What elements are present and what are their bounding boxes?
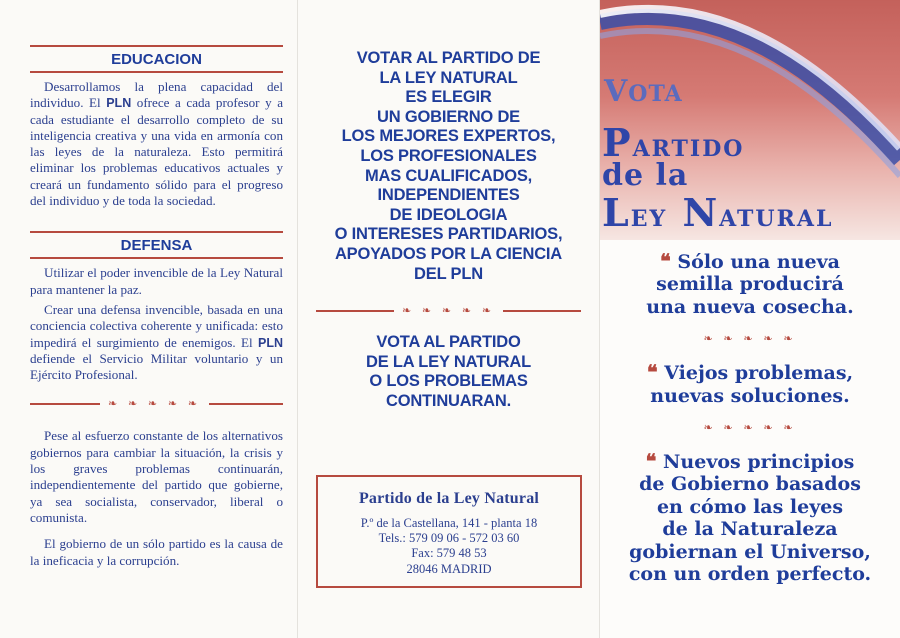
call-line: CONTINUARAN.	[385, 391, 511, 410]
address-phones: Tels.: 579 09 06 - 572 03 60	[378, 531, 520, 546]
address-city: 28046 MADRID	[406, 561, 492, 576]
defensa-title: DEFENSA	[120, 237, 193, 255]
middle-panel	[298, 0, 600, 638]
quote-text: de Gobierno basados	[639, 473, 861, 496]
quote-text: en cómo las leyes	[656, 495, 844, 518]
address-street: P.º de la Castellana, 141 - planta 18	[360, 516, 538, 530]
quote-line	[600, 541, 900, 563]
slogan-line: LOS MEJORES EXPERTOS,	[341, 127, 556, 146]
ornament: ❧ ❧ ❧ ❧ ❧	[703, 333, 797, 346]
cover-banner	[600, 0, 900, 240]
defensa-text: Utilizar el poder invencible de la Ley Natural para mantener la paz. Crear una defensa invencible, basada en una conciencia colectiva coherente y unificada: esto impedirá el surgimiento de enemigos. El PLN defiende el Servicio Militar voluntario y un Ejército Profesional.	[30, 265, 283, 383]
address-box	[316, 475, 582, 588]
quote-mark-icon: ❝	[660, 249, 671, 273]
quote-text: Nuevos principios	[663, 451, 855, 474]
quote-mark-icon: ❝	[645, 449, 657, 474]
middle-divider	[316, 304, 581, 317]
quote-line	[600, 250, 900, 273]
banner-vota: VOTA	[604, 74, 683, 109]
slogan-line: DE IDEOLOGIA	[389, 205, 508, 224]
educacion-title: EDUCACION	[111, 51, 202, 68]
banner-partido: PARTIDO	[602, 120, 745, 165]
main-slogan	[298, 49, 599, 284]
ornament: ❧ ❧ ❧ ❧ ❧	[108, 398, 202, 411]
quotes-list	[600, 250, 900, 585]
left-divider	[30, 397, 283, 410]
quote-text: Sólo una nueva	[677, 251, 840, 273]
slogan-line: APOYADOS POR LA CIENCIA	[334, 244, 563, 263]
slogan-line: INDEPENDIENTES	[377, 186, 520, 205]
quote-block	[600, 361, 900, 407]
party-name: Partido de la Ley Natural	[358, 490, 540, 507]
quote-text: semilla producirá	[656, 273, 844, 296]
quote-text: de la Naturaleza	[662, 518, 838, 541]
quote-text: una nueva cosecha.	[646, 295, 854, 318]
educacion-heading	[30, 45, 283, 73]
banner-de-la: de la	[602, 158, 689, 193]
slogan-line: LA LEY NATURAL	[379, 68, 518, 87]
quote-line	[600, 273, 900, 295]
quote-line	[600, 296, 900, 318]
closing-text: Pese al esfuerzo constante de los alternativos gobiernos para cambiar la situación, la crisis y los graves problemas continuarán, independientemente del partido que gobierne, ya sea socialista, conservador, liberal o comunista. El gobierno de un sólo partido es la causa de la ineficacia y la corrupción.	[30, 428, 283, 568]
call-to-action	[298, 333, 599, 411]
quote-text: con un orden perfecto.	[628, 563, 872, 586]
quote-line	[600, 385, 900, 407]
quote-text: gobiernan el Universo,	[629, 540, 871, 563]
defensa-heading	[30, 231, 283, 259]
ornament: ❧ ❧ ❧ ❧ ❧	[401, 305, 496, 318]
address-fax: Fax: 579 48 53	[411, 546, 487, 561]
banner-ley-natural: LEY NATURAL	[602, 190, 834, 235]
slogan-line: O INTERESES PARTIDARIOS,	[334, 225, 563, 244]
slogan-line: ES ELEGIR	[405, 88, 492, 107]
quote-line	[600, 361, 900, 384]
quote-line	[600, 496, 900, 518]
call-line: VOTA AL PARTIDO	[376, 333, 521, 352]
quote-block	[600, 450, 900, 585]
left-panel	[0, 0, 298, 638]
quote-line	[600, 563, 900, 585]
quote-block	[600, 250, 900, 318]
slogan-line: UN GOBIERNO DE	[377, 107, 520, 126]
slogan-line: VOTAR AL PARTIDO DE	[356, 49, 541, 67]
ornament: ❧ ❧ ❧ ❧ ❧	[703, 422, 797, 435]
quote-text: nuevas soluciones.	[650, 384, 850, 407]
educacion-text: Desarrollamos la plena capacidad del individuo. El PLN ofrece a cada profesor y a cada estudiante el desarrollo completo de su inteligencia creativa y una vida en armonía con las leyes de la naturaleza. Esto permitirá eliminar los problemas educativos actuales y creará un fundamento sólido para el progreso del individuo y de toda la sociedad.	[30, 79, 284, 209]
quote-line	[600, 518, 900, 540]
quote-line	[600, 473, 900, 495]
right-panel	[600, 0, 900, 638]
call-line: O LOS PROBLEMAS	[369, 372, 528, 391]
slogan-line: LOS PROFESIONALES	[360, 146, 537, 165]
quote-line	[600, 450, 900, 473]
slogan-line: DEL PLN	[414, 264, 483, 283]
quote-text: Viejos problemas,	[664, 362, 854, 385]
quote-mark-icon: ❝	[646, 360, 658, 385]
call-line: DE LA LEY NATURAL	[366, 352, 531, 371]
slogan-line: MAS CUALIFICADOS,	[364, 166, 533, 185]
